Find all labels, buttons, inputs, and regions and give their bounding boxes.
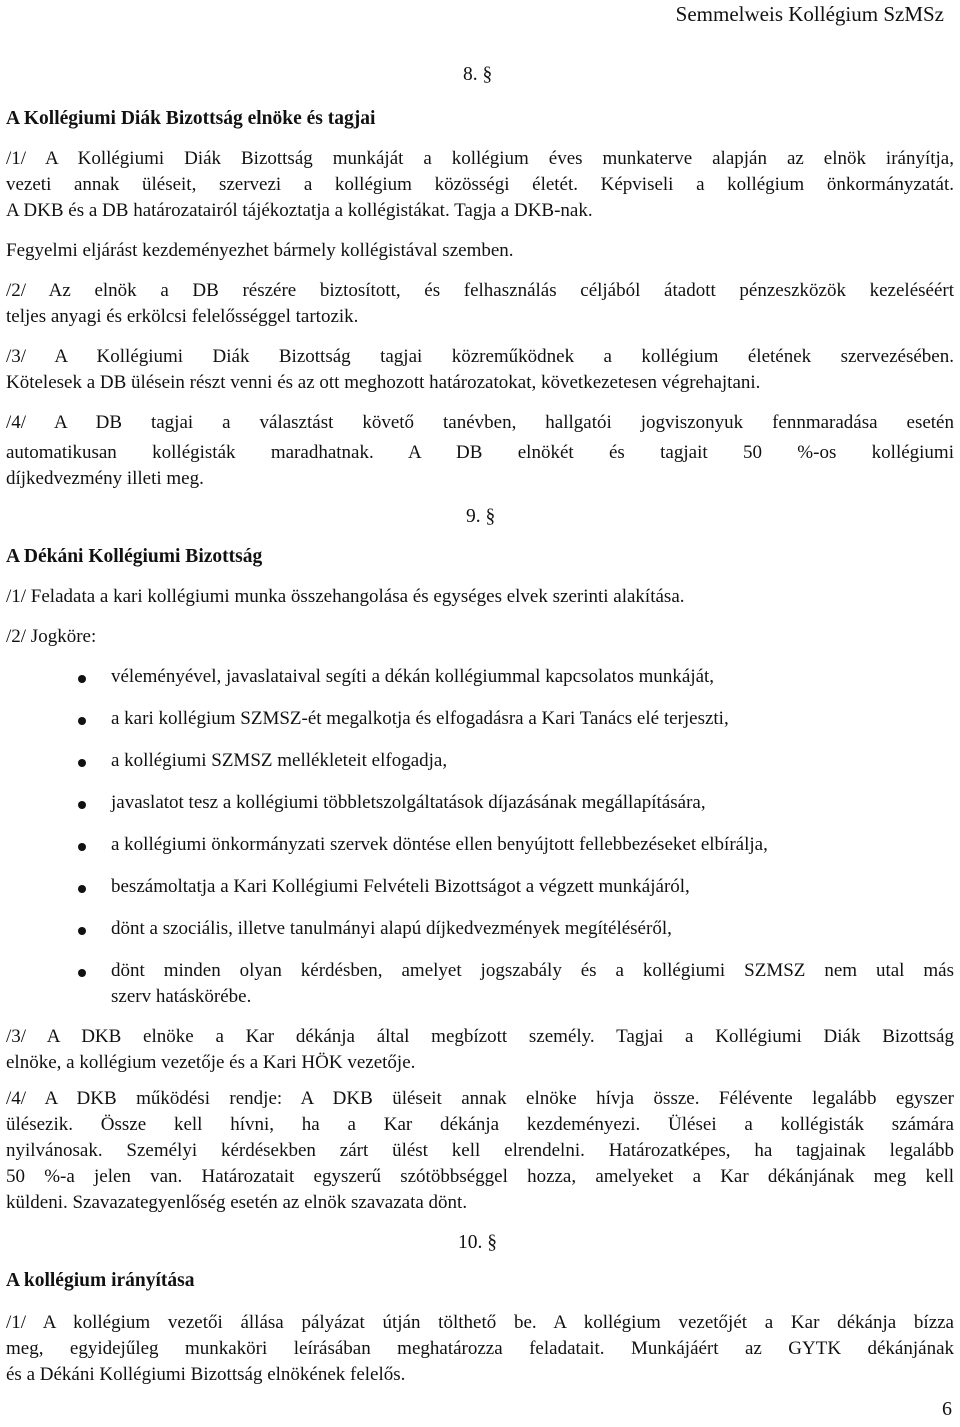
page-number: 6 bbox=[942, 1398, 952, 1420]
text-line: küldeni. Szavazategyenlőség esetén az elnök szavazata dönt. bbox=[6, 1192, 468, 1213]
text-line: /1/ A Kollégiumi Diák Bizottság munkáját a kollégium éves munkaterve alapján az elnök irányítja, bbox=[6, 148, 954, 169]
text-line: és a Dékáni Kollégiumi Bizottság elnökének felelős. bbox=[6, 1364, 406, 1385]
bullet-dot bbox=[78, 969, 86, 977]
text-line: /2/ Az elnök a DB részére biztosított, és felhasználás céljából átadott pénzeszközök kezeléséért bbox=[6, 280, 954, 301]
text-line: díjkedvezmény illeti meg. bbox=[6, 468, 204, 489]
section-number-8: 8. § bbox=[463, 64, 493, 85]
text-line: /1/ A kollégium vezetői állása pályázat útján tölthető be. A kollégium vezetőjét a Kar dékánja bízza bbox=[6, 1312, 954, 1333]
bullet-dot bbox=[78, 759, 86, 767]
list-item: a kari kollégium SZMSZ-ét megalkotja és elfogadásra a Kari Tanács elé terjeszti, bbox=[111, 708, 729, 729]
text-line: 50 %-a jelen van. Határozatait egyszerű szótöbbséggel hozza, amelyeket a Kar dékánjának meg kell bbox=[6, 1166, 954, 1187]
section-number-9: 9. § bbox=[466, 506, 496, 527]
list-item: dönt a szociális, illetve tanulmányi alapú díjkedvezmények megítéléséről, bbox=[111, 918, 672, 939]
running-header: Semmelweis Kollégium SzMSz bbox=[675, 2, 944, 26]
section-heading-10: A kollégium irányítása bbox=[6, 1270, 195, 1291]
text-line: /3/ A Kollégiumi Diák Bizottság tagjai közreműködnek a kollégium életének szervezésében. bbox=[6, 346, 954, 367]
s9-paragraph-1: /1/ Feladata a kari kollégiumi munka összehangolása és egységes elvek szerinti alakítása. bbox=[6, 586, 685, 607]
text-line: meg, egyidejűleg munkaköri leírásában meghatározza feladatait. Munkájáért az GYTK dékánjának bbox=[6, 1338, 954, 1359]
bullet-dot bbox=[78, 927, 86, 935]
bullet-dot bbox=[78, 843, 86, 851]
text-line: /4/ A DKB működési rendje: A DKB üléseit annak elnöke hívja össze. Félévente legalább egyszer bbox=[6, 1088, 954, 1109]
list-item-continuation: szerv hatáskörébe. bbox=[111, 986, 252, 1007]
text-line: /4/ A DB tagjai a választást követő tanévben, hallgatói jogviszonyuk fennmaradása esetén bbox=[6, 412, 954, 433]
text-line: ülésezik. Össze kell hívni, ha a Kar dékánja kezdeményezi. Ülései a kollégisták számára bbox=[6, 1114, 954, 1135]
text-line: /3/ A DKB elnöke a Kar dékánja által megbízott személy. Tagjai a Kollégiumi Diák Bizottság bbox=[6, 1026, 954, 1047]
bullet-dot bbox=[78, 717, 86, 725]
text-line: elnöke, a kollégium vezetője és a Kari HÖK vezetője. bbox=[6, 1052, 416, 1073]
text-line: nyilvánosak. Személyi kérdésekben zárt ülést kell elrendelni. Határozatképes, ha tagjainak legalább bbox=[6, 1140, 954, 1161]
section-heading-9: A Dékáni Kollégiumi Bizottság bbox=[6, 546, 263, 567]
section-heading-8: A Kollégiumi Diák Bizottság elnöke és tagjai bbox=[6, 108, 376, 129]
list-item: a kollégiumi SZMSZ mellékleteit elfogadja, bbox=[111, 750, 448, 771]
text-line: Kötelesek a DB ülésein részt venni és az ott meghozott határozatokat, következetesen végrehajtani. bbox=[6, 372, 761, 393]
bullet-dot bbox=[78, 885, 86, 893]
bullet-dot bbox=[78, 801, 86, 809]
list-item: beszámoltatja a Kari Kollégiumi Felvételi Bizottságot a végzett munkájáról, bbox=[111, 876, 690, 897]
list-item: javaslatot tesz a kollégiumi többletszolgáltatások díjazásának megállapítására, bbox=[111, 792, 706, 813]
list-item: dönt minden olyan kérdésben, amelyet jogszabály és a kollégiumi SZMSZ nem utal más bbox=[111, 960, 954, 981]
text-line: teljes anyagi és erkölcsi felelősséggel tartozik. bbox=[6, 306, 359, 327]
text-line: automatikusan kollégisták maradhatnak. A DB elnökét és tagjait 50 %-os kollégiumi bbox=[6, 442, 954, 463]
section-number-10: 10. § bbox=[458, 1232, 497, 1253]
s9-paragraph-2: /2/ Jogköre: bbox=[6, 626, 97, 647]
text-line: Fegyelmi eljárást kezdeményezhet bármely kollégistával szemben. bbox=[6, 240, 514, 261]
bullet-dot bbox=[78, 675, 86, 683]
text-line: vezeti annak üléseit, szervezi a kollégium közösségi életét. Képviseli a kollégium önkormányzatát. bbox=[6, 174, 954, 195]
text-line: A DKB és a DB határozatairól tájékoztatja a kollégistákat. Tagja a DKB-nak. bbox=[6, 200, 593, 221]
list-item: a kollégiumi önkormányzati szervek döntése ellen benyújtott fellebbezéseket elbírálja, bbox=[111, 834, 768, 855]
list-item: véleményével, javaslataival segíti a dékán kollégiummal kapcsolatos munkáját, bbox=[111, 666, 715, 687]
